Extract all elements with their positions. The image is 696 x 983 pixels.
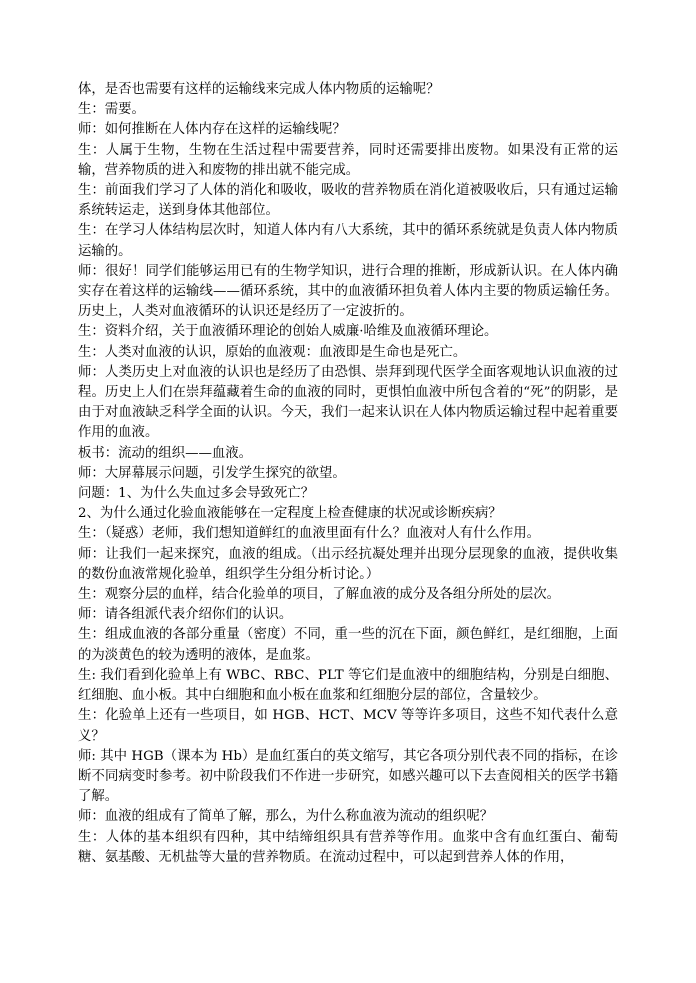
paragraph: 师：很好！同学们能够运用已有的生物学知识，进行合理的推断，形成新认识。在人体内确实存在着这样的运输线——循环系统，其中的血液循环担负着人体内主要的物质运输任务。历史上，人类对血液循环的认识还是经历了一定波折的。 — [78, 263, 618, 320]
paragraph: 生：人体的基本组织有四种，其中结缔组织具有营养等作用。血浆中含有血红蛋白、葡萄糖、氨基酸、无机盐等大量的营养物质。在流动过程中，可以起到营养人体的作用， — [78, 829, 618, 865]
question-1: 问题：1、为什么失血过多会导致死亡？ — [78, 486, 315, 502]
paragraph: 生：需要。 — [78, 102, 145, 118]
paragraph: 师：人类历史上对血液的认识也是经历了由恐惧、崇拜到现代医学全面客观地认识血液的过程。历史上人们在崇拜蕴藏着生命的血液的同时，更惧怕血液中所包含着的“死”的阴影，是由于对血液缺乏科学全面的认识。今天，我们一起来认识在人体内物质运输过程中起着重要作用的血液。 — [78, 364, 618, 441]
paragraph: 师: 其中 HGB（课本为 Hb）是血红蛋白的英文缩写，其它各项分别代表不同的指标，在诊断不同病变时参考。初中阶段我们不作进一步研究，如感兴趣可以下去查阅相关的医学书籍了解。 — [78, 748, 618, 805]
paragraph: 生：观察分层的血样，结合化验单的项目，了解血液的成分及各组分所处的层次。 — [78, 587, 561, 603]
blackboard-note: 板书：流动的组织——血液。 — [78, 445, 253, 461]
paragraph: 师：请各组派代表介绍你们的认识。 — [78, 607, 293, 623]
paragraph: 师：血液的组成有了简单了解，那么，为什么称血液为流动的组织呢？ — [78, 809, 494, 825]
paragraph: 师：让我们一起来探究，血液的组成。（出示经抗凝处理并出现分层现象的血液，提供收集的数份血液常规化验单，组织学生分组分析讨论。） — [78, 546, 618, 582]
paragraph: 师：如何推断在人体内存在这样的运输线呢？ — [78, 122, 346, 138]
paragraph: 生：（疑惑）老师，我们想知道鲜红的血液里面有什么？血液对人有什么作用。 — [78, 526, 540, 542]
paragraph: 生：化验单上还有一些项目，如 HGB、HCT、MCV 等等许多项目，这些不知代表什么意义？ — [78, 708, 618, 744]
paragraph: 生：人属于生物，生物在生活过程中需要营养，同时还需要排出废物。如果没有正常的运输，营养物质的进入和废物的排出就不能完成。 — [78, 142, 618, 178]
paragraph: 生: 我们看到化验单上有 WBC、RBC、PLT 等它们是血液中的细胞结构，分别是白细胞、红细胞、血小板。其中白细胞和血小板在血浆和红细胞分层的部位，含量较少。 — [78, 667, 618, 704]
document-body — [78, 80, 618, 868]
paragraph: 生：前面我们学习了人体的消化和吸收，吸收的营养物质在消化道被吸收后，只有通过运输系统转运走，送到身体其他部位。 — [78, 183, 618, 219]
question-2: 2、为什么通过化验血液能够在一定程度上检查健康的状况或诊断疾病？ — [78, 506, 502, 522]
paragraph: 生：人类对血液的认识，原始的血液观：血液即是生命也是死亡。 — [78, 344, 467, 360]
paragraph: 生：组成血液的各部分重量（密度）不同，重一些的沉在下面，颜色鲜红，是红细胞，上面的为淡黄色的较为透明的液体，是血浆。 — [78, 627, 618, 663]
paragraph: 生：在学习人体结构层次时，知道人体内有八大系统，其中的循环系统就是负责人体内物质运输的。 — [78, 223, 618, 259]
paragraph: 师：大屏幕展示问题，引发学生探究的欲望。 — [78, 465, 346, 481]
paragraph: 体，是否也需要有这样的运输线来完成人体内物质的运输呢？ — [78, 82, 440, 97]
paragraph: 生：资料介绍，关于血液循环理论的创始人威廉·哈维及血液循环理论。 — [78, 324, 498, 340]
